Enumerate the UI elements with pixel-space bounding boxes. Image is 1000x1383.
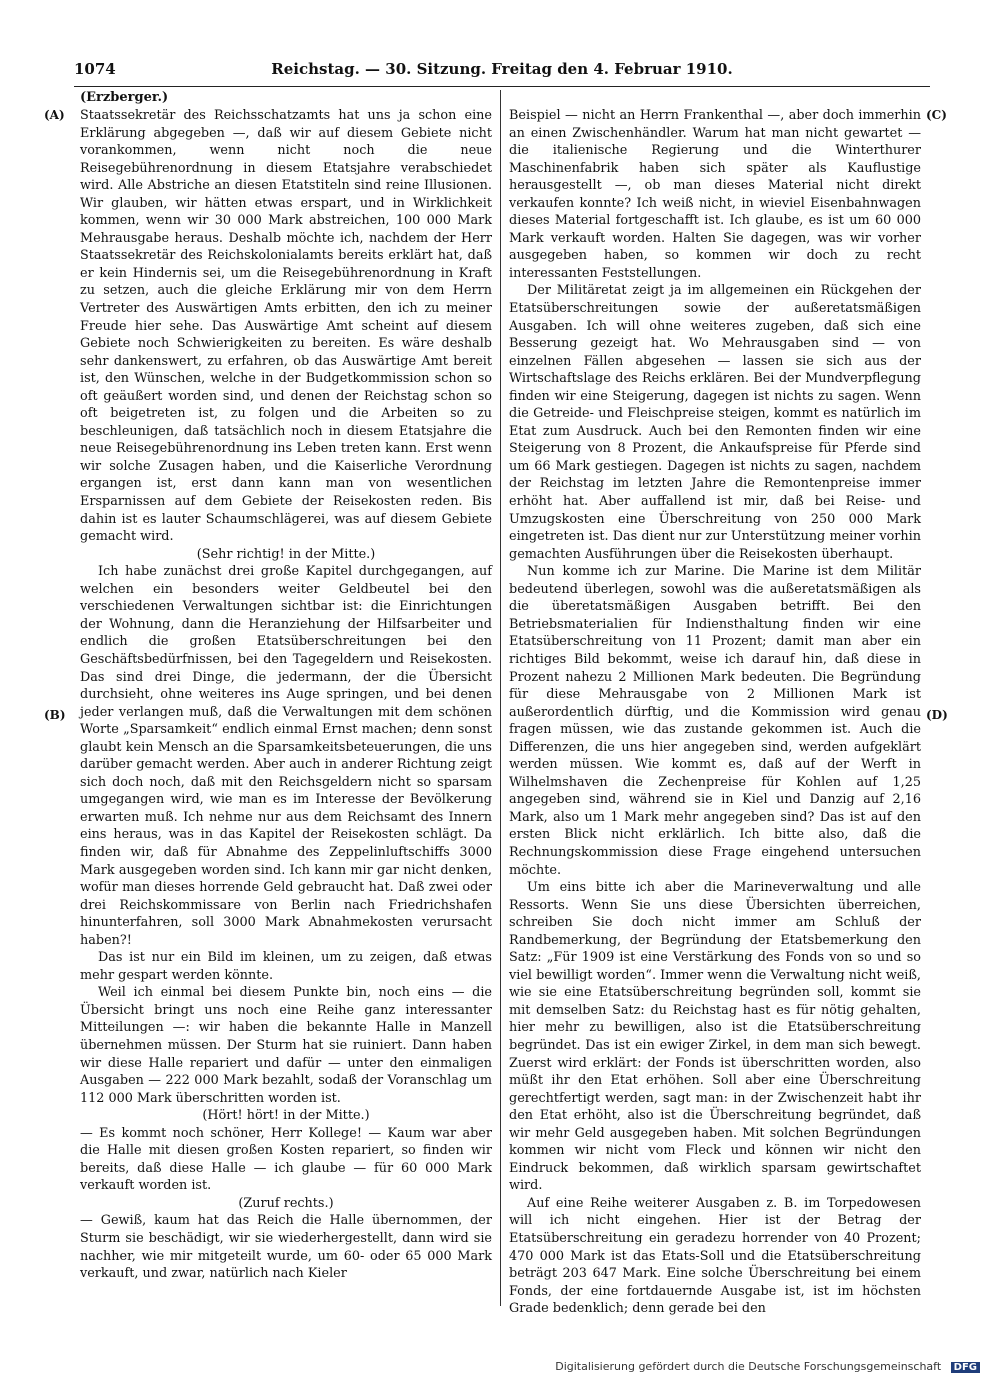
paragraph: Weil ich einmal bei diesem Punkte bin, noch eins — die Übersicht bringt uns noch eine Reihe ganz interessanter Mitteilungen —: wir haben die bekannte Halle in Manzell übernehmen müssen. Der Sturm hat sie ruiniert. Dann haben wir diese Halle repariert und dafür — unter den einmaligen Ausgaben — 222 000 Mark bezahlt, sodaß der Voranschlag um 112 000 Mark überschritten worden ist. bbox=[80, 985, 492, 1106]
footer-credit bbox=[555, 1360, 980, 1373]
running-title: Reichstag. — 30. Sitzung. Freitag den 4. Februar 1910. bbox=[271, 60, 733, 78]
dfg-logo: DFG bbox=[951, 1362, 980, 1373]
right-column bbox=[509, 107, 921, 1317]
paragraph: Der Militäretat zeigt ja im allgemeinen ein Rückgehen der Etatsüberschreitungen sowie der außeretatsmäßigen Ausgaben. Ich will ohne weiteres zugeben, daß sich eine Besserung gezeigt hat. Wo Mehrausgaben sind — von einzelnen Fällen abgesehen — lassen sie sich aus der Wirtschaftslage des Reichs erklären. Bei der Mundverpflegung finden wir eine Steigerung, dagegen ist nichts zu sagen. Wenn die Getreide- und Fleischpreise steigen, kommt es natürlich im Etat zum Ausdruck. Auch bei den Remonten finden wir eine Steigerung von 8 Prozent, die Ankaufspreise für Pferde sind um 66 Mark gestiegen. Dagegen ist nichts zu sagen, nachdem der Reichstag im letzten Jahre die Remontenpreise immer erhöht hat. Aber auffallend ist mir, daß bei Reise- und Umzugskosten eine Überschreitung von 250 000 Mark eingetreten ist. Das dient nur zur Unterstützung meiner vorhin gemachten Ausführungen über die Reisekosten überhaupt. bbox=[509, 283, 921, 562]
paragraph: Beispiel — nicht an Herrn Frankenthal —, aber doch immerhin an einen Zwischenhändler. Warum hat man nicht gewartet — die italienische Regierung und die Winterthurer Maschinenfabrik haben sich später als Kauflustige herausgestellt —, ob man dieses Material nicht direkt verkaufen konnte? Ich weiß nicht, in wieviel Eisenbahnwagen dieses Material fortgeschafft ist. Ich glaube, es ist um 60 000 Mark verkauft worden. Halten Sie dagegen, was wir vorher ausgegeben haben, so kommen wir doch zu recht interessanten Feststellungen. bbox=[509, 108, 921, 281]
paragraph: Auf eine Reihe weiterer Ausgaben z. B. im Torpedowesen will ich nicht eingehen. Hier ist der Betrag der Etatsüberschreitung ein geradezu horrender von 40 Prozent; 470 000 Mark ist das Etats-Soll und die Etatsüberschreitung beträgt 203 647 Mark. Eine solche Überschreitung bei einem Fonds, der eine fortdauernde Ausgabe ist, ist im höchsten Grade bedenklich; denn gerade bei den bbox=[509, 1195, 921, 1317]
paragraph: Ich habe zunächst drei große Kapitel durchgegangen, auf welchen ein besonders weiter Geldbeutel bei den verschiedenen Verwaltungen sichtbar ist: die Einrichtungen der Wohnung, dann die Heranziehung der Hilfsarbeiter und endlich die großen Etatsüberschreitungen bei den Geschäftsbedürfnissen, bei den Tagegeldern und Reisekosten. Das sind drei Dinge, die jedermann, der die Übersicht durchsieht, ohne weiteres ins Auge springen, und bei denen jeder verlangen muß, daß die Verwaltungen mit dem schönen Worte „Sparsamkeit“ endlich einmal Ernst machen; denn sonst glaubt kein Mensch an die Sparsamkeitsbeteuerungen, die uns darüber gemacht werden. Aber auch in anderer Richtung zeigt sich doch noch, daß mit den Reichsgeldern nicht so sparsam umgegangen wird, wie man es im Interesse der Bevölkerung erwarten muß. Ich nehme nur aus dem Reichsamt des Innern eins heraus, was in das Kapitel der Reisekosten schlägt. Da finden wir, daß für Abnahme des Zeppelinluftschiffs 3000 Mark ausgegeben worden sind. Ich kann mir gar nicht denken, wofür man dieses horrende Geld gebraucht hat. Daß zwei oder drei Reichskommissare von Berlin nach Friedrichshafen hinunterfahren, soll 3000 Mark Abnahmekosten verursacht haben?! bbox=[80, 564, 492, 948]
paragraph: — Gewiß, kaum hat das Reich die Halle übernommen, der Sturm sie beschädigt, wir sie wiederhergestellt, dann wird sie nachher, wie mir mitgeteilt wurde, um 60- oder 65 000 Mark verkauft, und zwar, natürlich nach Kieler bbox=[80, 1213, 492, 1282]
paragraph: Um eins bitte ich aber die Marineverwaltung und alle Ressorts. Wenn Sie uns diese Übersichten überreichen, schreiben Sie doch nicht immer am Schluß der Randbemerkung, der Begründung der Etatsbemerkung den Satz: „Für 1909 ist eine Verstärkung des Fonds von so und so viel bewilligt worden“. Immer wenn die Verwaltung nicht weiß, wie sie eine Etatsüberschreitung begründen soll, kommt sie mit demselben Satz: du Reichstag hast es für nötig gehalten, hier mehr zu bewilligen, also ist die Etatsüberschreitung begründet. Das ist ein ewiger Zirkel, in dem man sich bewegt. Zuerst wird erklärt: der Fonds ist überschritten worden, also müßt ihr den Etat erhöhen. Soll aber eine Überschreitung gerechtfertigt werden, sagt man: in der Zwischenzeit habt ihr den Etat erhöht, also ist die Überschreitung begründet, daß wir mehr Geld ausgegeben haben. Mit solchen Begründungen kommen wir nicht vom Fleck und können wir nicht den Eindruck bekommen, daß wirklich sparsam gewirtschaftet wird. bbox=[509, 880, 921, 1194]
interjection: (Sehr richtig! in der Mitte.) bbox=[196, 546, 376, 562]
margin-mark-c: (C) bbox=[926, 108, 947, 122]
speaker-name: (Erzberger.) bbox=[80, 90, 169, 105]
paragraph: Das ist nur ein Bild im kleinen, um zu zeigen, daß etwas mehr gespart werden könnte. bbox=[80, 950, 492, 983]
paragraph: — Es kommt noch schöner, Herr Kollege! — Kaum war aber die Halle mit diesen großen Kosten repariert, so finden wir bereits, daß diese Halle — ich glaube — für 60 000 Mark verkauft worden ist. bbox=[80, 1125, 492, 1194]
paragraph: Nun komme ich zur Marine. Die Marine ist dem Militär bedeutend überlegen, sowohl was die außeretatsmäßigen als die überetatsmäßigen Ausgaben betrifft. Bei den Betriebsmaterialien für Indiensthaltung finden wir eine Etatsüberschreitung von 11 Prozent; damit man aber ein richtiges Bild bekommt, weise ich darauf hin, daß diese in Prozent nahezu 2 Millionen Mark bedeuten. Die Begründung für diese Mehrausgabe von 2 Millionen Mark ist außerordentlich dürftig, und die Kommission wird genau fragen müssen, wie das zustande gekommen ist. Auch die Differenzen, die uns hier angegeben sind, werden aufgeklärt werden müssen. Wie kommt es, daß auf der Werft in Wilhelmshaven die Zechenpreise für Kohlen auf 1,25 angegeben sind, während sie in Kiel und Danzig auf 2,16 Mark, also um 1 Mark mehr angegeben sind? Das ist auf den ersten Blick nicht erklärlich. Ich bitte also, daß die Rechnungskommission diese Frage eingehend untersuchen möchte. bbox=[509, 564, 921, 878]
left-column bbox=[80, 107, 492, 1307]
footer-text: Digitalisierung gefördert durch die Deutsche Forschungsgemeinschaft bbox=[555, 1360, 942, 1373]
column-divider bbox=[500, 90, 501, 1306]
page-header bbox=[74, 58, 930, 82]
margin-mark-a: (A) bbox=[44, 108, 65, 122]
margin-mark-d: (D) bbox=[926, 708, 948, 722]
interjection: (Hört! hört! in der Mitte.) bbox=[202, 1108, 370, 1124]
page-number: 1074 bbox=[74, 60, 116, 78]
paragraph: Staatssekretär des Reichsschatzamts hat uns ja schon eine Erklärung abgegeben —, daß wir auf diesem Gebiete nicht vorankommen, wenn nicht noch die neue Reisegebührenordnung in diesem Etatsjahre verabschiedet wird. Alle Abstriche an diesen Etatstiteln sind reine Illusionen. Wir glauben, wir hätten etwas erspart, und in Wirklichkeit kommen, wenn wir 30 000 Mark abstreichen, 100 000 Mark Mehrausgabe heraus. Deshalb möchte ich, nachdem der Herr Staatssekretär des Reichskolonialamts bereits erklärt hat, daß er kein Hindernis sei, um die Reisegebührenordnung in Kraft zu setzen, auch die gleiche Erklärung mir von dem Herrn Vertreter des Auswärtigen Amts erbitten, den ich zu meiner Freude hier sehe. Das Auswärtige Amt scheint auf diesem Gebiete noch Schwierigkeiten zu bereiten. Es wäre deshalb sehr dankenswert, zu erfahren, ob das Auswärtige Amt bereit ist, den Wünschen, welche in der Budgetkommission schon so oft geäußert worden sind, und denen der Reichstag schon so oft beigetreten ist, zu folgen und die Arbeiten so zu beschleunigen, daß tatsächlich noch in diesem Etatsjahre die neue Reisegebührenordnung ins Leben treten kann. Erst wenn wir solche Zusagen haben, und die Kaiserliche Verordnung ergangen ist, erst dann kann man von wesentlichen Ersparnissen auf dem Gebiete der Reisekosten reden. Bis dahin ist es lauter Schaumschlägerei, was auf diesem Gebiete gemacht wird. bbox=[80, 108, 492, 545]
margin-mark-b: (B) bbox=[44, 708, 66, 722]
header-rule bbox=[74, 86, 930, 87]
interjection: (Zuruf rechts.) bbox=[238, 1195, 334, 1211]
